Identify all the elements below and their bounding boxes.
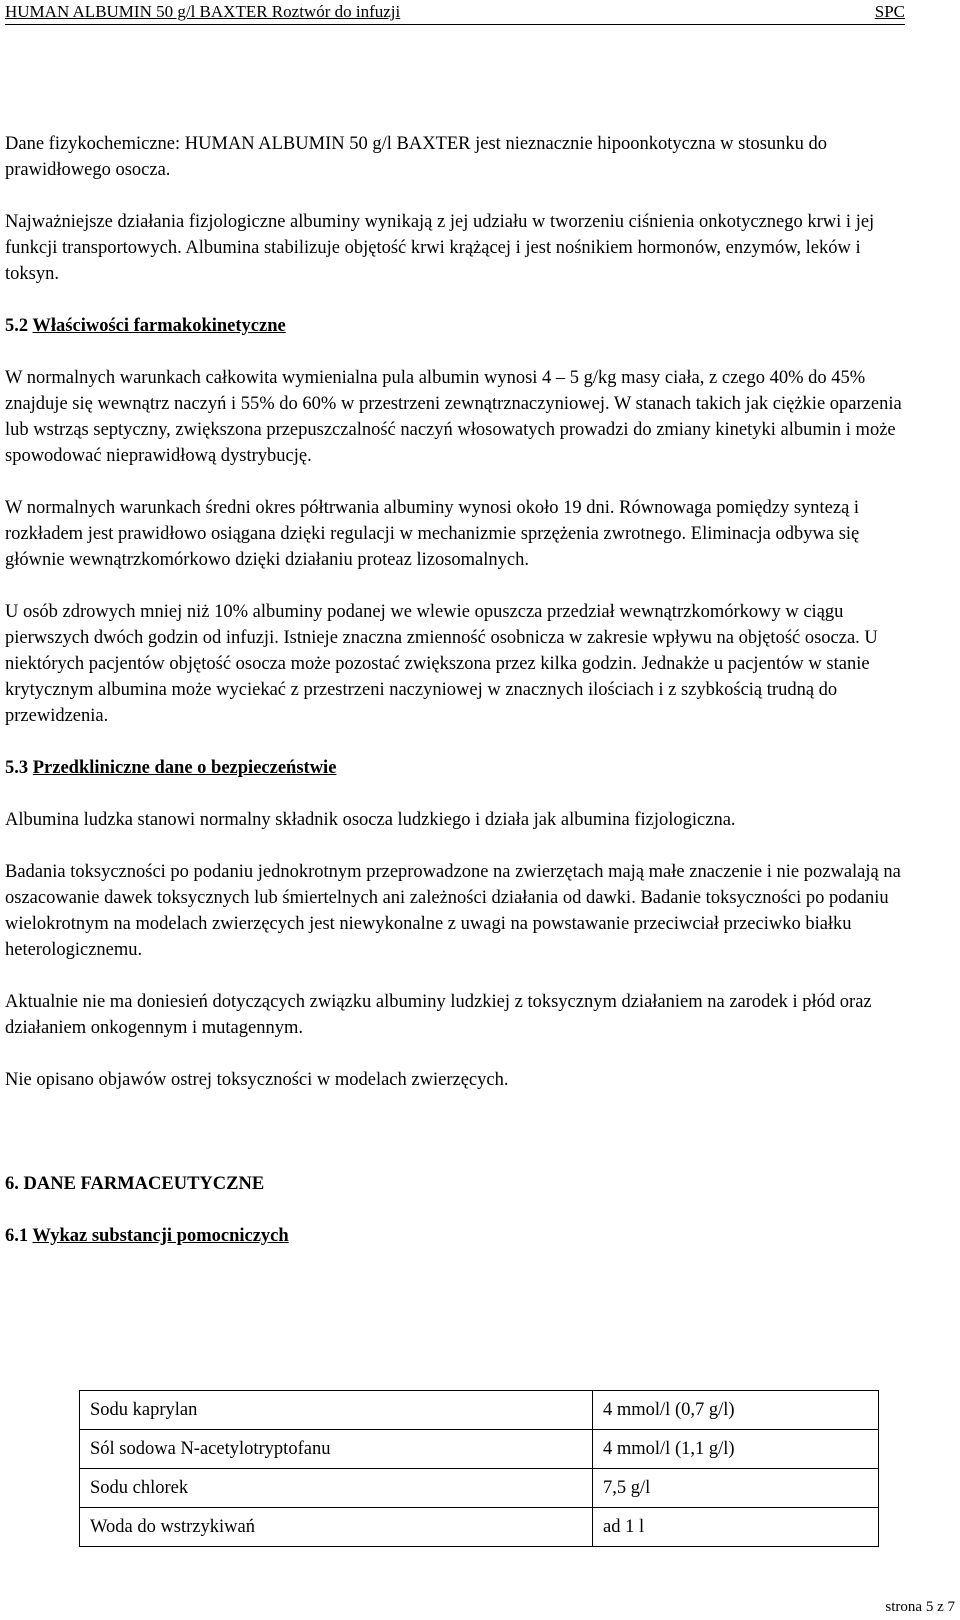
- excipient-amount: ad 1 l: [593, 1508, 879, 1547]
- section-number: 6.1: [5, 1226, 29, 1246]
- excipients-table: [79, 1390, 879, 1547]
- section-number: 5.3: [5, 758, 29, 778]
- paragraph-physicochemical: Dane fizykochemiczne: HUMAN ALBUMIN 50 g/l BAXTER jest nieznacznie hipoonkotyczna w stosunku do prawidłowego osocza.: [5, 134, 828, 180]
- page-number: strona 5 z 7: [885, 1599, 955, 1615]
- section-heading-6: 6. DANE FARMACEUTYCZNE: [5, 1174, 265, 1194]
- excipient-name: Sól sodowa N-acetylotryptofanu: [80, 1430, 593, 1469]
- document-body: [5, 131, 905, 1275]
- table-row: [80, 1430, 879, 1469]
- excipient-name: Woda do wstrzykiwań: [80, 1508, 593, 1547]
- section-heading-5-3: [5, 755, 905, 781]
- paragraph-normal-component: Albumina ludzka stanowi normalny składnik osocza ludzkiego i działa jak albumina fizjologiczna.: [5, 810, 736, 830]
- excipient-amount: 4 mmol/l (1,1 g/l): [593, 1430, 879, 1469]
- paragraph-distribution: U osób zdrowych mniej niż 10% albuminy podanej we wlewie opuszcza przedział wewnątrzkomórkowy w ciągu pierwszych dwóch godzin od infuzji. Istnieje znaczna zmienność osobnicza w zakresie wpływu na objętość osocza. U niektórych pacjentów objętość osocza może pozostać zwiększona przez kilka godzin. Jednakże u pacjentów w stanie krytycznym albumina może wyciekać z przestrzeni naczyniowej w znacznych ilościach i z szybkością trudną do przewidzenia.: [5, 602, 878, 726]
- excipient-name: Sodu chlorek: [80, 1469, 593, 1508]
- paragraph-half-life: W normalnych warunkach średni okres półtrwania albuminy wynosi około 19 dni. Równowaga pomiędzy syntezą i rozkładem jest prawidłowo osiągana dzięki regulacji w mechanizmie sprzężenia zwrotnego. Eliminacja odbywa się głównie wewnątrzkomórkowo dzięki działaniu proteaz lizosomalnych.: [5, 498, 860, 570]
- table-row: [80, 1469, 879, 1508]
- document-type: SPC: [874, 2, 905, 21]
- section-title: Właściwości farmakokinetyczne: [32, 316, 286, 336]
- section-number: 5.2: [5, 316, 29, 336]
- paragraph-acute-toxicity: Nie opisano objawów ostrej toksyczności w modelach zwierzęcych.: [5, 1070, 509, 1090]
- paragraph-toxicity-studies: Badania toksyczności po podaniu jednokrotnym przeprowadzone na zwierzętach mają małe znaczenie i nie pozwalają na oszacowanie dawek toksycznych lub śmiertelnych ani zależności działania od dawki. Badanie toksyczności po podaniu wielokrotnym na modelach zwierzęcych jest niewykonalne z uwagi na powstawanie przeciwciał przeciwko białku heterologicznemu.: [5, 862, 901, 960]
- section-heading-6-1: [5, 1223, 905, 1249]
- section-spacer: [5, 1119, 905, 1171]
- paragraph-albumin-pool: W normalnych warunkach całkowita wymienialna pula albumin wynosi 4 – 5 g/kg masy ciała, z czego 40% do 45% znajduje się wewnątrz naczyń i 55% do 60% w przestrzeni zewnątrznaczyniowej. W stanach takich jak ciężkie oparzenia lub wstrząs septyczny, zwiększona przepuszczalność naczyń włosowatych prowadzi do zmiany kinetyki albumin i może spowodować nieprawidłową dystrybucję.: [5, 368, 902, 466]
- excipient-amount: 7,5 g/l: [593, 1469, 879, 1508]
- paragraph-physiological-actions: Najważniejsze działania fizjologiczne albuminy wynikają z jej udziału w tworzeniu ciśnienia onkotycznego krwi i jej funkcji transportowych. Albumina stabilizuje objętość krwi krążącej i jest nośnikiem hormonów, enzymów, leków i toksyn.: [5, 212, 875, 284]
- table-row: [80, 1508, 879, 1547]
- section-heading-5-2: [5, 313, 905, 339]
- paragraph-reproductive-toxicity: Aktualnie nie ma doniesień dotyczących związku albuminy ludzkiej z toksycznym działaniem na zarodek i płód oraz działaniem onkogennym i mutagennym.: [5, 992, 872, 1038]
- table-row: [80, 1391, 879, 1430]
- section-title: Wykaz substancji pomocniczych: [32, 1226, 289, 1246]
- section-title: Przedkliniczne dane o bezpieczeństwie: [32, 758, 337, 778]
- excipient-name: Sodu kaprylan: [80, 1391, 593, 1430]
- excipient-amount: 4 mmol/l (0,7 g/l): [593, 1391, 879, 1430]
- document-title: HUMAN ALBUMIN 50 g/l BAXTER Roztwór do infuzji: [5, 2, 401, 21]
- page-header: [5, 0, 905, 25]
